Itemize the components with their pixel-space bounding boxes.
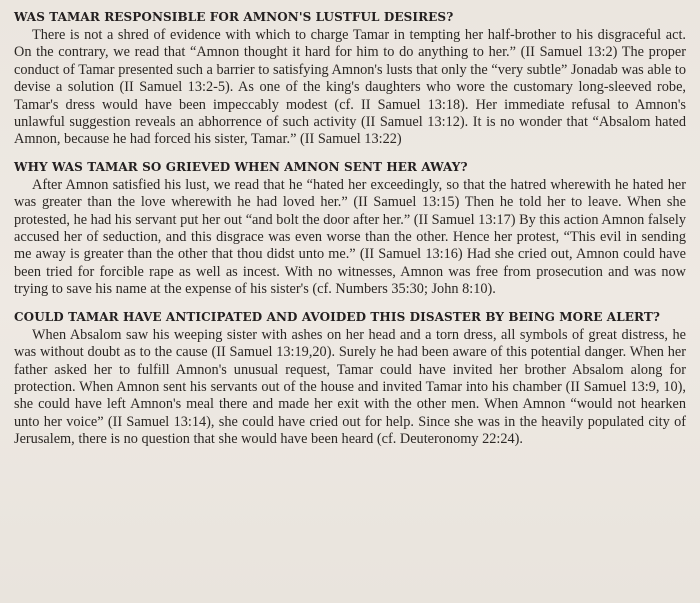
section-body: After Amnon satisfied his lust, we read that he “hated her exceedingly, so that the hatred wherewith he hated her was greater than the love wherewith he had loved her.” (II Samuel 13:15) Then he told her to leave. When she protested, he had his servant put her out “and bolt the door after her.” (II Samuel 13:17) By this action Amnon falsely accused her of seduction, and this disgrace was even worse than the other. Hence her protest, “This evil in sending me away is greater than the other that thou didst unto me.” (II Samuel 13:16) Had she cried out, Amnon could have been tried for forcible rape as well as incest. With no witnesses, Amnon was free from prosecution and was now trying to save his name at the expense of his sister's (cf. Numbers 35:30; John 8:10). (14, 176, 686, 298)
section-body: When Absalom saw his weeping sister with ashes on her head and a torn dress, all symbols of great distress, he was without doubt as to the cause (II Samuel 13:19,20). Surely he had been aware of this potential danger. When her father asked her to fulfill Amnon's unusual request, Tamar could have invited her brother Absalom along for protection. When Amnon sent his servants out of the house and invited Tamar into his chamber (II Samuel 13:9, 10), she could have left Amnon's meal there and made her exit with the other men. When Amnon “would not hearken unto her voice” (II Samuel 13:14), she could have cried out for help. Since she was in the heavily populated city of Jerusalem, there is no question that she would have been heard (cf. Deuteronomy 22:24). (14, 326, 686, 448)
section-body: There is not a shred of evidence with which to charge Tamar in tempting her half-brother to his disgraceful act. On the contrary, we read that “Amnon thought it hard for him to do anything to her.” (II Samuel 13:2) The proper conduct of Tamar presented such a barrier to satisfying Amnon's lusts that only the “very subtle” Jonadab was able to devise a solution (II Samuel 13:2-5). As one of the king's daughters who wore the customary long-sleeved robe, Tamar's dress would have been impeccably modest (cf. II Samuel 13:18). Her immediate refusal to Amnon's unlawful suggestion reveals an abhorrence of such activity (II Samuel 13:12). It is no wonder that “Absalom hated Amnon, because he had forced his sister, Tamar.” (II Samuel 13:22) (14, 27, 686, 148)
section-tamar-avoid-disaster (14, 309, 686, 449)
section-heading: COULD TAMAR HAVE ANTICIPATED AND AVOIDED THIS DISASTER BY BEING MORE ALERT? (14, 309, 661, 324)
section-heading: WAS TAMAR RESPONSIBLE FOR AMNON'S LUSTFUL DESIRES? (14, 10, 454, 24)
section-heading: WHY WAS TAMAR SO GRIEVED WHEN AMNON SENT HER AWAY? (14, 159, 468, 174)
section-tamar-grieved (14, 159, 686, 299)
section-tamar-responsibility (14, 9, 686, 149)
